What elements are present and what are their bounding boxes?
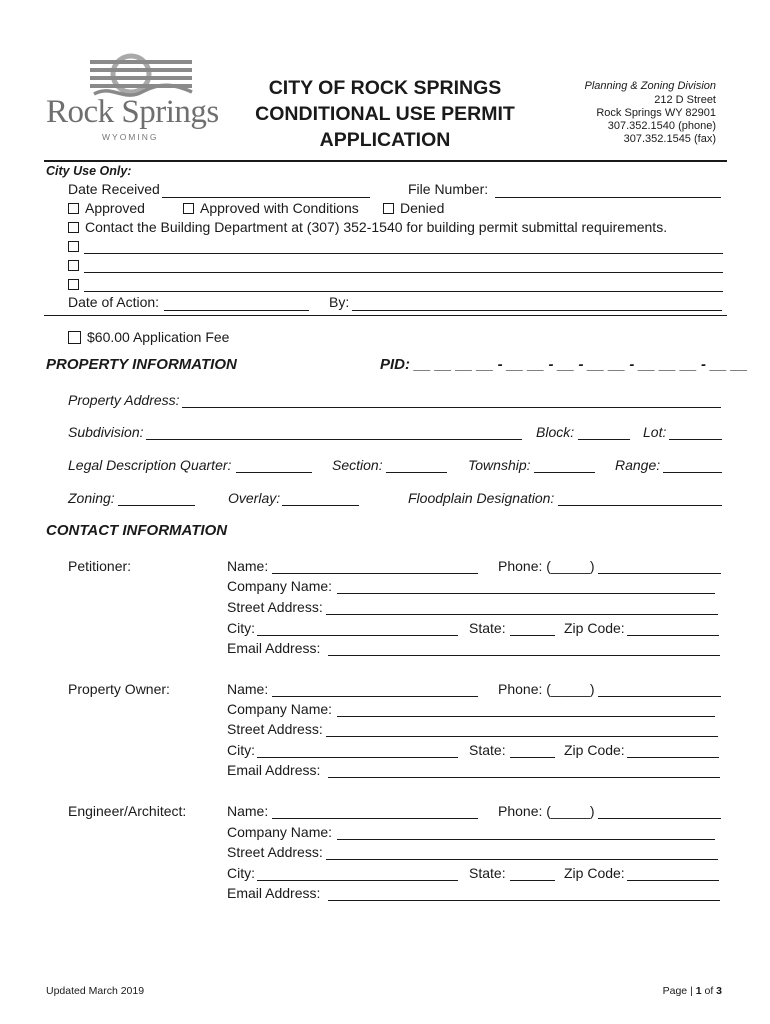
owner-company-label: Company Name: <box>227 701 333 717</box>
owner-name-field[interactable] <box>272 681 478 697</box>
date-received-label: Date Received <box>68 181 160 197</box>
application-fee-checkbox[interactable] <box>68 331 81 344</box>
approved-with-conditions-label: Approved with Conditions <box>200 200 359 216</box>
logo-state: WYOMING <box>102 132 159 142</box>
subdivision-label: Subdivision: <box>68 424 144 440</box>
engineer-zip-field[interactable] <box>627 865 719 881</box>
engineer-street-field[interactable] <box>326 844 718 860</box>
page-total: 3 <box>716 985 722 997</box>
legal-quarter-label: Legal Description Quarter: <box>68 457 232 473</box>
page-indicator <box>663 985 722 997</box>
property-address-field[interactable] <box>182 392 721 408</box>
engineer-city-field[interactable] <box>257 865 458 881</box>
city-use-divider <box>44 315 727 316</box>
section-field[interactable] <box>386 457 447 473</box>
page-of: of <box>701 985 717 997</box>
engineer-phone-field[interactable] <box>598 803 721 819</box>
page-prefix: Page | <box>662 985 696 997</box>
engineer-city-label: City: <box>227 865 255 881</box>
blank-option-3[interactable] <box>68 276 85 292</box>
approved-label: Approved <box>85 200 145 216</box>
approved-with-conditions-checkbox[interactable] <box>183 203 194 214</box>
owner-street-field[interactable] <box>326 721 718 737</box>
property-info-heading: PROPERTY INFORMATION <box>46 356 237 373</box>
owner-company-field[interactable] <box>337 701 715 717</box>
township-label: Township: <box>468 457 531 473</box>
denied-checkbox[interactable] <box>383 203 394 214</box>
blank-option-2[interactable] <box>68 257 85 273</box>
petitioner-state-label: State: <box>469 620 506 636</box>
building-note-option[interactable] <box>68 219 667 235</box>
engineer-email-field[interactable] <box>328 885 720 901</box>
form-title-line-1: CITY OF ROCK SPRINGS <box>268 77 502 99</box>
petitioner-company-field[interactable] <box>337 578 715 594</box>
owner-name-label: Name: <box>227 681 269 697</box>
lot-field[interactable] <box>669 424 722 440</box>
denied-label: Denied <box>400 200 445 216</box>
building-note-label: Contact the Building Department at (307) 352-1540 for building permit submittal requirements. <box>85 219 668 235</box>
rock-springs-logo <box>44 50 219 146</box>
by-label: By: <box>329 294 350 310</box>
petitioner-state-field[interactable] <box>510 620 555 636</box>
blank-checkbox-1[interactable] <box>68 241 79 252</box>
application-fee-option[interactable] <box>68 329 229 345</box>
blank-checkbox-3[interactable] <box>68 279 79 290</box>
owner-phone-field[interactable] <box>598 681 721 697</box>
range-label: Range: <box>615 457 661 473</box>
owner-zip-field[interactable] <box>627 742 719 758</box>
form-title-line-2: CONDITIONAL USE PERMIT <box>255 103 515 125</box>
subdivision-field[interactable] <box>146 424 522 440</box>
date-received-field[interactable] <box>162 182 370 198</box>
lot-label: Lot: <box>643 424 667 440</box>
city-use-heading: City Use Only: <box>46 164 132 178</box>
blank-line-2[interactable] <box>84 257 723 273</box>
petitioner-company-label: Company Name: <box>227 578 333 594</box>
engineer-name-label: Name: <box>227 803 269 819</box>
owner-city-field[interactable] <box>257 742 458 758</box>
legal-quarter-field[interactable] <box>236 457 312 473</box>
date-of-action-label: Date of Action: <box>68 294 160 310</box>
engineer-label: Engineer/Architect: <box>68 803 187 819</box>
page-number: 1 <box>695 985 702 997</box>
blank-checkbox-2[interactable] <box>68 260 79 271</box>
petitioner-city-field[interactable] <box>257 620 458 636</box>
owner-state-label: State: <box>469 742 506 758</box>
petitioner-zip-label: Zip Code: <box>564 620 625 636</box>
petitioner-name-label: Name: <box>227 558 269 574</box>
building-note-checkbox[interactable] <box>68 222 79 233</box>
owner-email-field[interactable] <box>328 762 720 778</box>
petitioner-phone-field[interactable] <box>598 558 721 574</box>
block-label: Block: <box>536 424 575 440</box>
owner-email-label: Email Address: <box>227 762 321 778</box>
petitioner-street-label: Street Address: <box>227 599 323 615</box>
blank-option-1[interactable] <box>68 238 85 254</box>
zoning-field[interactable] <box>118 490 195 506</box>
floodplain-field[interactable] <box>558 490 722 506</box>
approved-checkbox[interactable] <box>68 203 79 214</box>
engineer-phone-label: Phone: (_____) <box>498 803 595 819</box>
approved-with-conditions-option[interactable] <box>183 200 359 216</box>
header-divider <box>44 160 727 162</box>
engineer-zip-label: Zip Code: <box>564 865 625 881</box>
pid-field[interactable]: PID: __ __ __ __ - __ __ - __ - __ __ - __ __ __ - __ __ <box>380 356 748 373</box>
owner-state-field[interactable] <box>510 742 555 758</box>
division-phone: 307.352.1540 (phone) <box>607 120 716 132</box>
application-fee-label: $60.00 Application Fee <box>87 329 230 345</box>
property-owner-label: Property Owner: <box>68 681 170 697</box>
range-field[interactable] <box>663 457 722 473</box>
petitioner-label: Petitioner: <box>68 558 132 574</box>
engineer-name-field[interactable] <box>272 803 478 819</box>
updated-date: Updated March 2019 <box>46 985 145 997</box>
owner-city-label: City: <box>227 742 255 758</box>
overlay-label: Overlay: <box>228 490 281 506</box>
date-of-action-field[interactable] <box>164 295 309 311</box>
zoning-label: Zoning: <box>68 490 115 506</box>
petitioner-name-field[interactable] <box>272 558 478 574</box>
contact-info-heading: CONTACT INFORMATION <box>46 522 228 539</box>
by-field[interactable] <box>352 295 722 311</box>
blank-line-1[interactable] <box>84 238 723 254</box>
engineer-state-field[interactable] <box>510 865 555 881</box>
engineer-company-field[interactable] <box>337 824 715 840</box>
petitioner-zip-field[interactable] <box>627 620 719 636</box>
engineer-street-label: Street Address: <box>227 844 323 860</box>
block-field[interactable] <box>578 424 630 440</box>
division-street: 212 D Street <box>654 94 716 106</box>
engineer-state-label: State: <box>469 865 506 881</box>
division-fax: 307.352.1545 (fax) <box>623 133 716 145</box>
blank-line-3[interactable] <box>84 276 723 292</box>
division-name: Planning & Zoning Division <box>584 80 716 92</box>
section-label: Section: <box>332 457 383 473</box>
owner-phone-label: Phone: (_____) <box>498 681 595 697</box>
denied-option[interactable] <box>383 200 444 216</box>
owner-street-label: Street Address: <box>227 721 323 737</box>
approved-option[interactable] <box>68 200 145 216</box>
logo-wordmark: Rock Springs <box>46 94 219 130</box>
petitioner-city-label: City: <box>227 620 255 636</box>
file-number-label: File Number: <box>408 181 489 197</box>
owner-zip-label: Zip Code: <box>564 742 625 758</box>
township-field[interactable] <box>534 457 595 473</box>
file-number-field[interactable] <box>495 182 721 198</box>
division-city: Rock Springs WY 82901 <box>596 107 716 119</box>
property-address-label: Property Address: <box>68 392 180 408</box>
overlay-field[interactable] <box>282 490 359 506</box>
floodplain-label: Floodplain Designation: <box>408 490 555 506</box>
form-title-line-3: APPLICATION <box>319 129 451 151</box>
engineer-email-label: Email Address: <box>227 885 321 901</box>
petitioner-email-label: Email Address: <box>227 640 321 656</box>
engineer-company-label: Company Name: <box>227 824 333 840</box>
petitioner-phone-label: Phone: (_____) <box>498 558 595 574</box>
petitioner-email-field[interactable] <box>328 640 720 656</box>
petitioner-street-field[interactable] <box>326 599 718 615</box>
